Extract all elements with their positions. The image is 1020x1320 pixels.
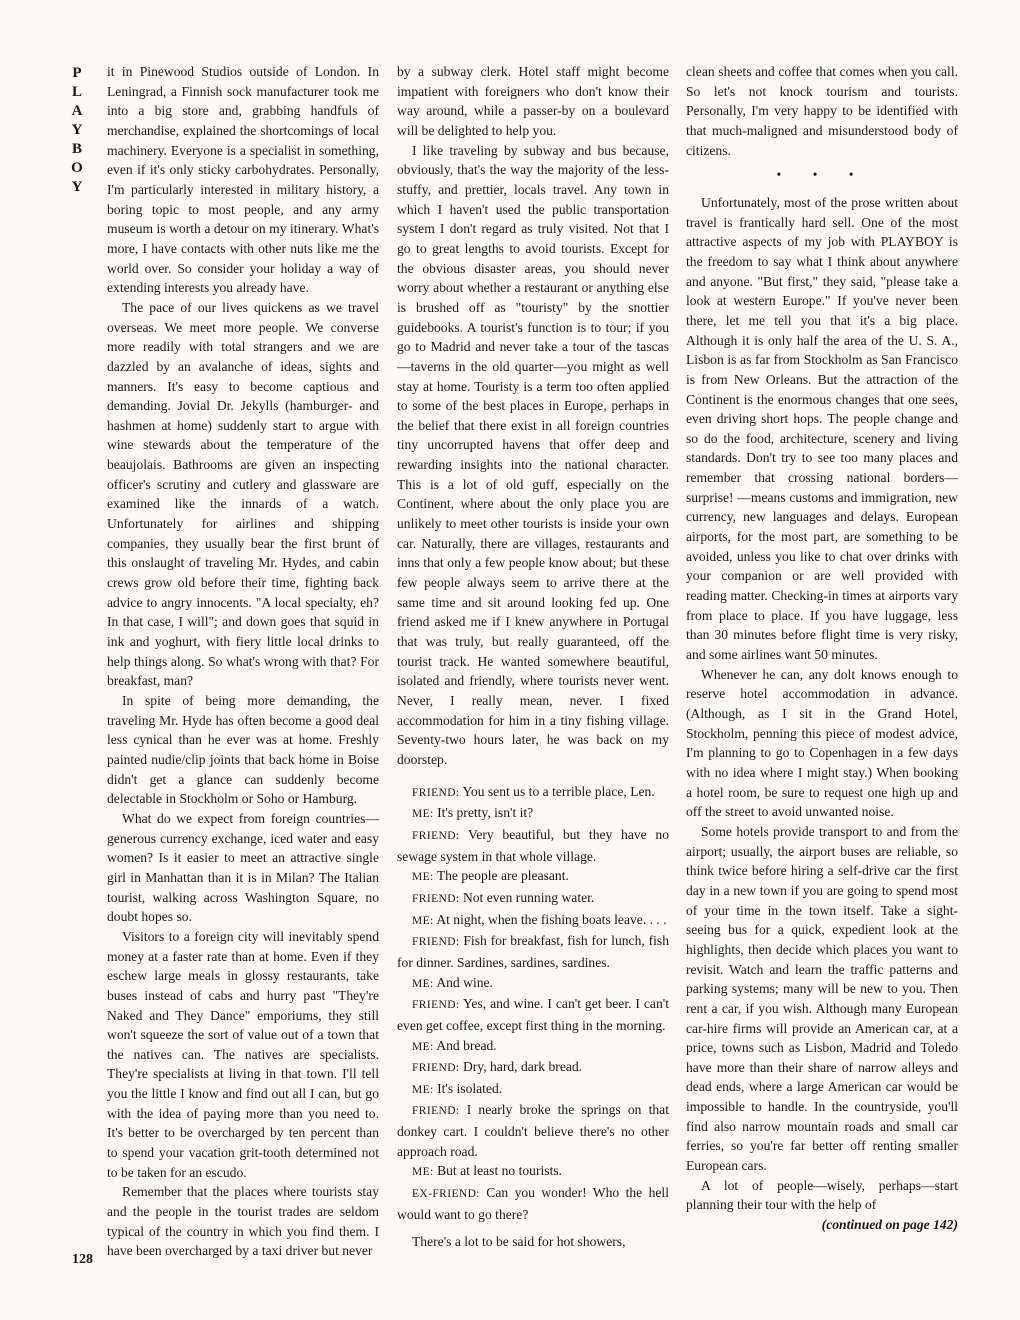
dialogue-line — [397, 1079, 669, 1101]
dialogue-speaker: EX-FRIEND: — [412, 1188, 480, 1201]
paragraph: by a subway clerk. Hotel staff might become impatient with foreigners who don't know their way around, while a passer-by on a boulevard will be delighted to help you. — [397, 64, 669, 138]
dialogue-speaker: ME: — [412, 1040, 434, 1053]
dialogue-speaker: FRIEND: — [412, 1062, 460, 1075]
paragraph: Unfortunately, most of the prose written about travel is frantically hard sell. One of the most attractive aspects of my job with PLAYBOY is the freedom to say what I think about anywhere and anyone. "But first," they said, "please take a look at western Europe." If you've never been there, let me tell you that it's a big place. Although it is only half the area of the U. S. A., Lisbon is as far from Stockholm as San Francisco is from New Orleans. But the attraction of the Continent is the enormous changes that one sees, even driving short hops. The people change and so do the food, architecture, scenery and living standards. Don't try to see too many places and remember that crossing national borders—surprise! —means customs and immigration, new currency, new languages and delays. European airports, for the most part, are something to be avoided, unless you like to chat over drinks with your companion or are well provided with reading matter. Checking-in times at airports vary from place to place. If you have luggage, less than 30 minutes before flight time is very risky, and some airlines want 50 minutes. — [686, 194, 958, 663]
dialogue-text: Very beautiful, but they have no sewage system in that whole village. — [397, 826, 670, 864]
paragraph: A lot of people—wisely, perhaps—start planning their tour with the help of — [686, 1177, 958, 1213]
dialogue-speaker: ME: — [412, 808, 434, 821]
dialogue-text: It's pretty, isn't it? — [437, 805, 534, 821]
continued-notice: (continued on page 142) — [821, 1217, 958, 1233]
dialogue-line — [397, 1100, 669, 1161]
dialogue-speaker: ME: — [412, 871, 434, 884]
section-break: • • • — [776, 167, 868, 183]
dialogue-speaker: FRIEND: — [412, 786, 460, 799]
dialogue-speaker: ME: — [412, 914, 434, 927]
dialogue-text: Can you wonder! Who the hell would want to go there? — [397, 1185, 669, 1222]
paragraph: What do we expect from foreign countries—generous currency exchange, iced water and easy women? Is it easier to meet an attractive single girl in Manhattan than it is in Milan? The Italian tourist, walking across Washington Square, no doubt hopes so. — [107, 810, 379, 925]
dialogue-speaker: FRIEND: — [412, 829, 460, 842]
page-number: 128 — [72, 1252, 93, 1267]
dialogue-speaker: FRIEND: — [412, 999, 460, 1012]
dialogue-text: Dry, hard, dark bread. — [462, 1059, 583, 1075]
dialogue-text: And bread. — [436, 1037, 497, 1053]
masthead-letter: O — [71, 160, 83, 176]
paragraph: In spite of being more demanding, the traveling Mr. Hyde has often become a good deal less cynical than he ever was at home. Freshly painted nudie/clip joints that back home in Boise didn't get a glance can suddenly become delectable in Stockholm or Soho or Hamburg. — [107, 693, 379, 807]
dialogue-text: Not even running water. — [462, 889, 595, 905]
dialogue-speaker: FRIEND: — [412, 892, 460, 905]
dialogue-text: It's isolated. — [437, 1080, 503, 1096]
dialogue-speaker: ME: — [412, 977, 434, 990]
paragraph: I like traveling by subway and bus because, obviously, that's the way the majority of the less-stuffy, and prettier, locals travel. Any town in which I haven't used the public transportation system I don't regard as truly visited. Not that I go to great lengths to avoid tourists. Except for the obvious disaster areas, you should never worry about whether a restaurant or anything else is brushed off as "touristy" by the snottier guidebooks. A tourist's function is to tour; if you go to Madrid and never take a tour of the tascas—taverns in the old quarter—you might as well stay at home. Touristy is a term too often applied to some of the best places in Europe, perhaps in the belief that there exist in all foreign countries tiny uncorrupted havens that offer deep and rewarding insights into the national character. This is a lot of old guff, especially on the Continent, where about the only place you are unlikely to meet other tourists is inside your own car. Naturally, there are villages, restaurants and inns that only a few people know about; but these few people always seem to arrive there at the same time and sit around looking fed up. One friend asked me if I knew anywhere in Portugal that was truly, but really guaranteed, off the tourist track. He wanted somewhere beautiful, isolated and friendly, where tourists never went. Never, I really mean, never. I fixed accommodation for him in a tiny fishing village. Seventy-two hours later, he was back on my doorstep. — [397, 142, 669, 767]
dialogue-line — [397, 1183, 669, 1224]
text-column-1 — [107, 62, 379, 1261]
paragraph: Remember that the places where tourists stay and the people in the tourist trades are seldom typical of the country in which you find them. I have been overcharged by a taxi driver but never — [107, 1184, 379, 1259]
dialogue-text: The people are pleasant. — [436, 868, 569, 884]
paragraph: clean sheets and coffee that comes when you call. So let's not knock tourism and tourists. Personally, I'm very happy to be identified with that much-maligned and misunderstood body of citizens. — [686, 64, 958, 158]
playboy-masthead-vertical — [62, 64, 92, 197]
dialogue-text: And wine. — [436, 974, 493, 990]
dialogue-line — [397, 1036, 669, 1058]
dialogue-line — [397, 931, 669, 972]
dialogue-speaker: FRIEND: — [412, 1105, 460, 1118]
dialogue-speaker: ME: — [412, 1166, 434, 1179]
dialogue-block — [397, 782, 669, 1225]
dialogue-line — [397, 803, 669, 825]
dialogue-line — [397, 782, 669, 804]
dialogue-text: You sent us to a terrible place, Len. — [462, 783, 655, 799]
dialogue-speaker: ME: — [412, 1083, 434, 1096]
dialogue-text: But at least no tourists. — [437, 1163, 563, 1179]
text-column-3 — [686, 62, 958, 1235]
masthead-letter: A — [71, 103, 83, 119]
paragraph: Whenever he can, any dolt knows enough to reserve hotel accommodation in advance. (Although, as I sit in the Grand Hotel, Stockholm, penning this piece of modest advice, I'm planning to go to Copenhagen in a few days with no idea where I might stay.) When booking a hotel room, be sure to request one high up and off the street to avoid unwanted noise. — [686, 666, 958, 820]
paragraph: it in Pinewood Studios outside of London. In Leningrad, a Finnish sock manufacturer took me into a big store and, grabbing handfuls of merchandise, explained the shortcomings of local machinery. Everyone is a specialist in something, even if it's only sticky carbohydrates. Personally, I'm particularly interested in military history, a boring topic to most people, and any army museum is worth a detour on my itinerary. What's more, I have contacts with other nuts like me the world over. So consider your holiday a way of extending interests you already have. — [107, 64, 379, 296]
dialogue-line — [397, 973, 669, 995]
dialogue-line — [397, 825, 669, 866]
dialogue-text: At night, when the fishing boats leave. . . . — [436, 911, 667, 927]
masthead-letter: Y — [71, 179, 83, 195]
dialogue-text: Fish for breakfast, fish for lunch, fish for dinner. Sardines, sardines, sardines. — [397, 933, 669, 970]
masthead-letter: B — [71, 141, 82, 157]
dialogue-text: Yes, and wine. I can't get beer. I can't even get coffee, except first thing in the morning. — [397, 996, 669, 1033]
paragraph: Visitors to a foreign city will inevitably spend money at a faster rate than at home. Even if they eschew large meals in glossy restaurants, take buses instead of cabs and hurry past "They're Naked and They Dance" emporiums, they still won't squeeze the sort of value out of a town that the natives can. The natives are specialists. They're specialists at living in that town. I'll tell you the little I know and find out all I can, but go with the idea of paying more than you need to. It's better to be overcharged by ten percent than to spend your vacation grit-tooth determined not to be taken for an escudo. — [107, 928, 379, 1180]
dialogue-line — [397, 888, 669, 910]
dialogue-line — [397, 910, 669, 932]
paragraph: Some hotels provide transport to and from the airport; usually, the airport buses are reliable, so think twice before hiring a self-drive car the first day in a new town if you are going to spend most of your time in the town itself. Take a sight-seeing bus for a quick, expedient look at the highlights, then decide which places you want to revisit. Watch and learn the traffic patterns and parking systems; many will be new to you. Then rent a car, if you wish. Although many European car-hire firms will provide an American car, at a price, towns such as Lisbon, Madrid and Toledo have more than their share of narrow alleys and dead ends, where a large American car would be impossible to handle. In the countryside, you'll find also narrow mountain roads and small car ferries, so you're far better off renting smaller European cars. — [686, 823, 958, 1174]
text-column-2 — [397, 62, 669, 1252]
paragraph: There's a lot to be said for hot showers, — [412, 1234, 626, 1250]
dialogue-text: I nearly broke the springs on that donkey cart. I couldn't believe there's no other approach road. — [397, 1102, 669, 1159]
dialogue-line — [397, 866, 669, 888]
masthead-letter: P — [72, 65, 82, 81]
dialogue-line — [397, 1161, 669, 1183]
dialogue-speaker: FRIEND: — [412, 936, 460, 949]
paragraph: The pace of our lives quickens as we travel overseas. We meet more people. We converse more readily with total strangers and we are dazzled by an avalanche of ideas, sights and manners. It's easy to become captious and demanding. Jovial Dr. Jekylls (hamburger- and hashmen at home) suddenly start to argue with wine stewards about the temperature of the beaujolais. Bathrooms are given an inspecting officer's scrutiny and cutlery and glassware are examined like the innards of a watch. Unfortunately for airlines and shipping companies, they usually bear the first brunt of this onslaught of traveling Mr. Hydes, and cabin crews grow old before their time, fighting back advice to angry innocents. "A local specialty, eh? In that case, I will"; and down goes that squid in ink and yoghurt, with fiery little local drinks to help things along. So what's wrong with that? For breakfast, man? — [107, 299, 379, 689]
masthead-letter: Y — [71, 122, 83, 138]
dialogue-line — [397, 994, 669, 1035]
masthead-letter: L — [71, 84, 82, 100]
dialogue-line — [397, 1057, 669, 1079]
